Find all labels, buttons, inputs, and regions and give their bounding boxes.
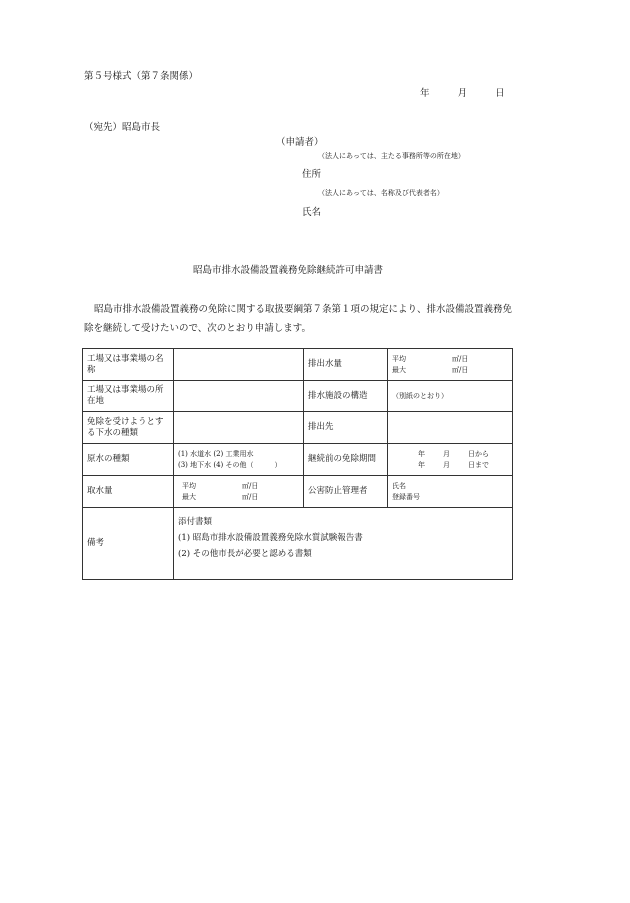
attachment-item-2: (2) その他市長が必要と認める書類 bbox=[178, 549, 312, 559]
raw-water-type-options bbox=[174, 444, 304, 476]
prior-exemption-period-label: 継続前の免除期間 bbox=[304, 444, 388, 476]
table-row bbox=[83, 444, 513, 476]
water-intake-label: 取水量 bbox=[83, 476, 174, 508]
body-paragraph bbox=[84, 300, 514, 338]
intake-avg-unit: ㎥/日 bbox=[242, 481, 259, 490]
name-label: 氏名 bbox=[302, 207, 322, 218]
discharge-max-label: 最大 bbox=[392, 365, 406, 374]
discharge-avg-label: 平均 bbox=[392, 354, 406, 363]
table-row bbox=[83, 349, 513, 381]
address-label: 住所 bbox=[302, 169, 322, 180]
drainage-structure-label: 排水施設の構造 bbox=[304, 381, 388, 412]
intake-avg-label: 平均 bbox=[182, 481, 196, 490]
period-to-year: 年 bbox=[418, 460, 425, 469]
discharge-avg-unit: ㎥/日 bbox=[452, 354, 469, 363]
facility-name-label: 工場又は事業場の名称 bbox=[83, 349, 174, 381]
table-row bbox=[83, 476, 513, 508]
raw-water-type-label: 原水の種類 bbox=[83, 444, 174, 476]
discharge-volume-label: 排出水量 bbox=[304, 349, 388, 381]
table-row bbox=[83, 412, 513, 444]
raw-water-opt3: (3) 地下水 bbox=[178, 460, 212, 469]
sewage-type-label: 免除を受けようとする下水の種類 bbox=[83, 412, 174, 444]
address-note: （法人にあっては、主たる事務所等の所在地） bbox=[318, 152, 465, 160]
table-row bbox=[83, 381, 513, 412]
form-number: 第５号様式（第７条関係） bbox=[84, 71, 199, 82]
facility-location-value bbox=[174, 381, 304, 412]
period-from-month: 月 bbox=[443, 449, 450, 458]
remarks-label: 備考 bbox=[83, 508, 174, 580]
raw-water-opt2: (2) 工業用水 bbox=[213, 449, 254, 458]
discharge-max-unit: ㎥/日 bbox=[452, 365, 469, 374]
date-line bbox=[420, 85, 505, 99]
applicant-label: （申請者） bbox=[276, 137, 324, 148]
raw-water-opt1: (1) 水道水 bbox=[178, 449, 212, 458]
attachments-heading: 添付書類 bbox=[178, 517, 213, 527]
period-from-year: 年 bbox=[418, 449, 425, 458]
manager-name-label: 氏名 bbox=[392, 481, 406, 490]
date-month: 月 bbox=[457, 88, 468, 99]
table-row bbox=[83, 508, 513, 580]
prior-exemption-period-value bbox=[388, 444, 513, 476]
raw-water-opt4: (4) その他（ ） bbox=[213, 460, 282, 469]
name-note: （法人にあっては、名称及び代表者名） bbox=[318, 189, 444, 197]
remarks-value bbox=[174, 508, 513, 580]
water-intake-value bbox=[174, 476, 304, 508]
pollution-manager-value bbox=[388, 476, 513, 508]
pollution-manager-label: 公害防止管理者 bbox=[304, 476, 388, 508]
drainage-structure-value: （別紙のとおり） bbox=[388, 381, 513, 412]
manager-reg-label: 登録番号 bbox=[392, 492, 420, 501]
addressee: （宛先）昭島市長 bbox=[84, 122, 161, 133]
application-table bbox=[82, 348, 513, 580]
body-text: 昭島市排水設備設置義務の免除に関する取扱要綱第７条第１項の規定により、排水設備設置義務免除を継続して受けたいので、次のとおり申請します。 bbox=[84, 304, 513, 334]
period-to-month: 月 bbox=[443, 460, 450, 469]
period-from-suffix: 日から bbox=[468, 449, 489, 458]
discharge-volume-value bbox=[388, 349, 513, 381]
intake-max-label: 最大 bbox=[182, 492, 196, 501]
date-day: 日 bbox=[495, 88, 505, 99]
period-to-suffix: 日まで bbox=[468, 460, 489, 469]
document-title: 昭島市排水設備設置義務免除継続許可申請書 bbox=[193, 265, 384, 276]
intake-max-unit: ㎥/日 bbox=[242, 492, 259, 501]
discharge-destination-label: 排出先 bbox=[304, 412, 388, 444]
date-year: 年 bbox=[420, 88, 430, 99]
attachment-item-1: (1) 昭島市排水設備設置義務免除水質試験報告書 bbox=[178, 533, 363, 543]
sewage-type-value bbox=[174, 412, 304, 444]
facility-name-value bbox=[174, 349, 304, 381]
discharge-destination-value bbox=[388, 412, 513, 444]
facility-location-label: 工場又は事業場の所在地 bbox=[83, 381, 174, 412]
